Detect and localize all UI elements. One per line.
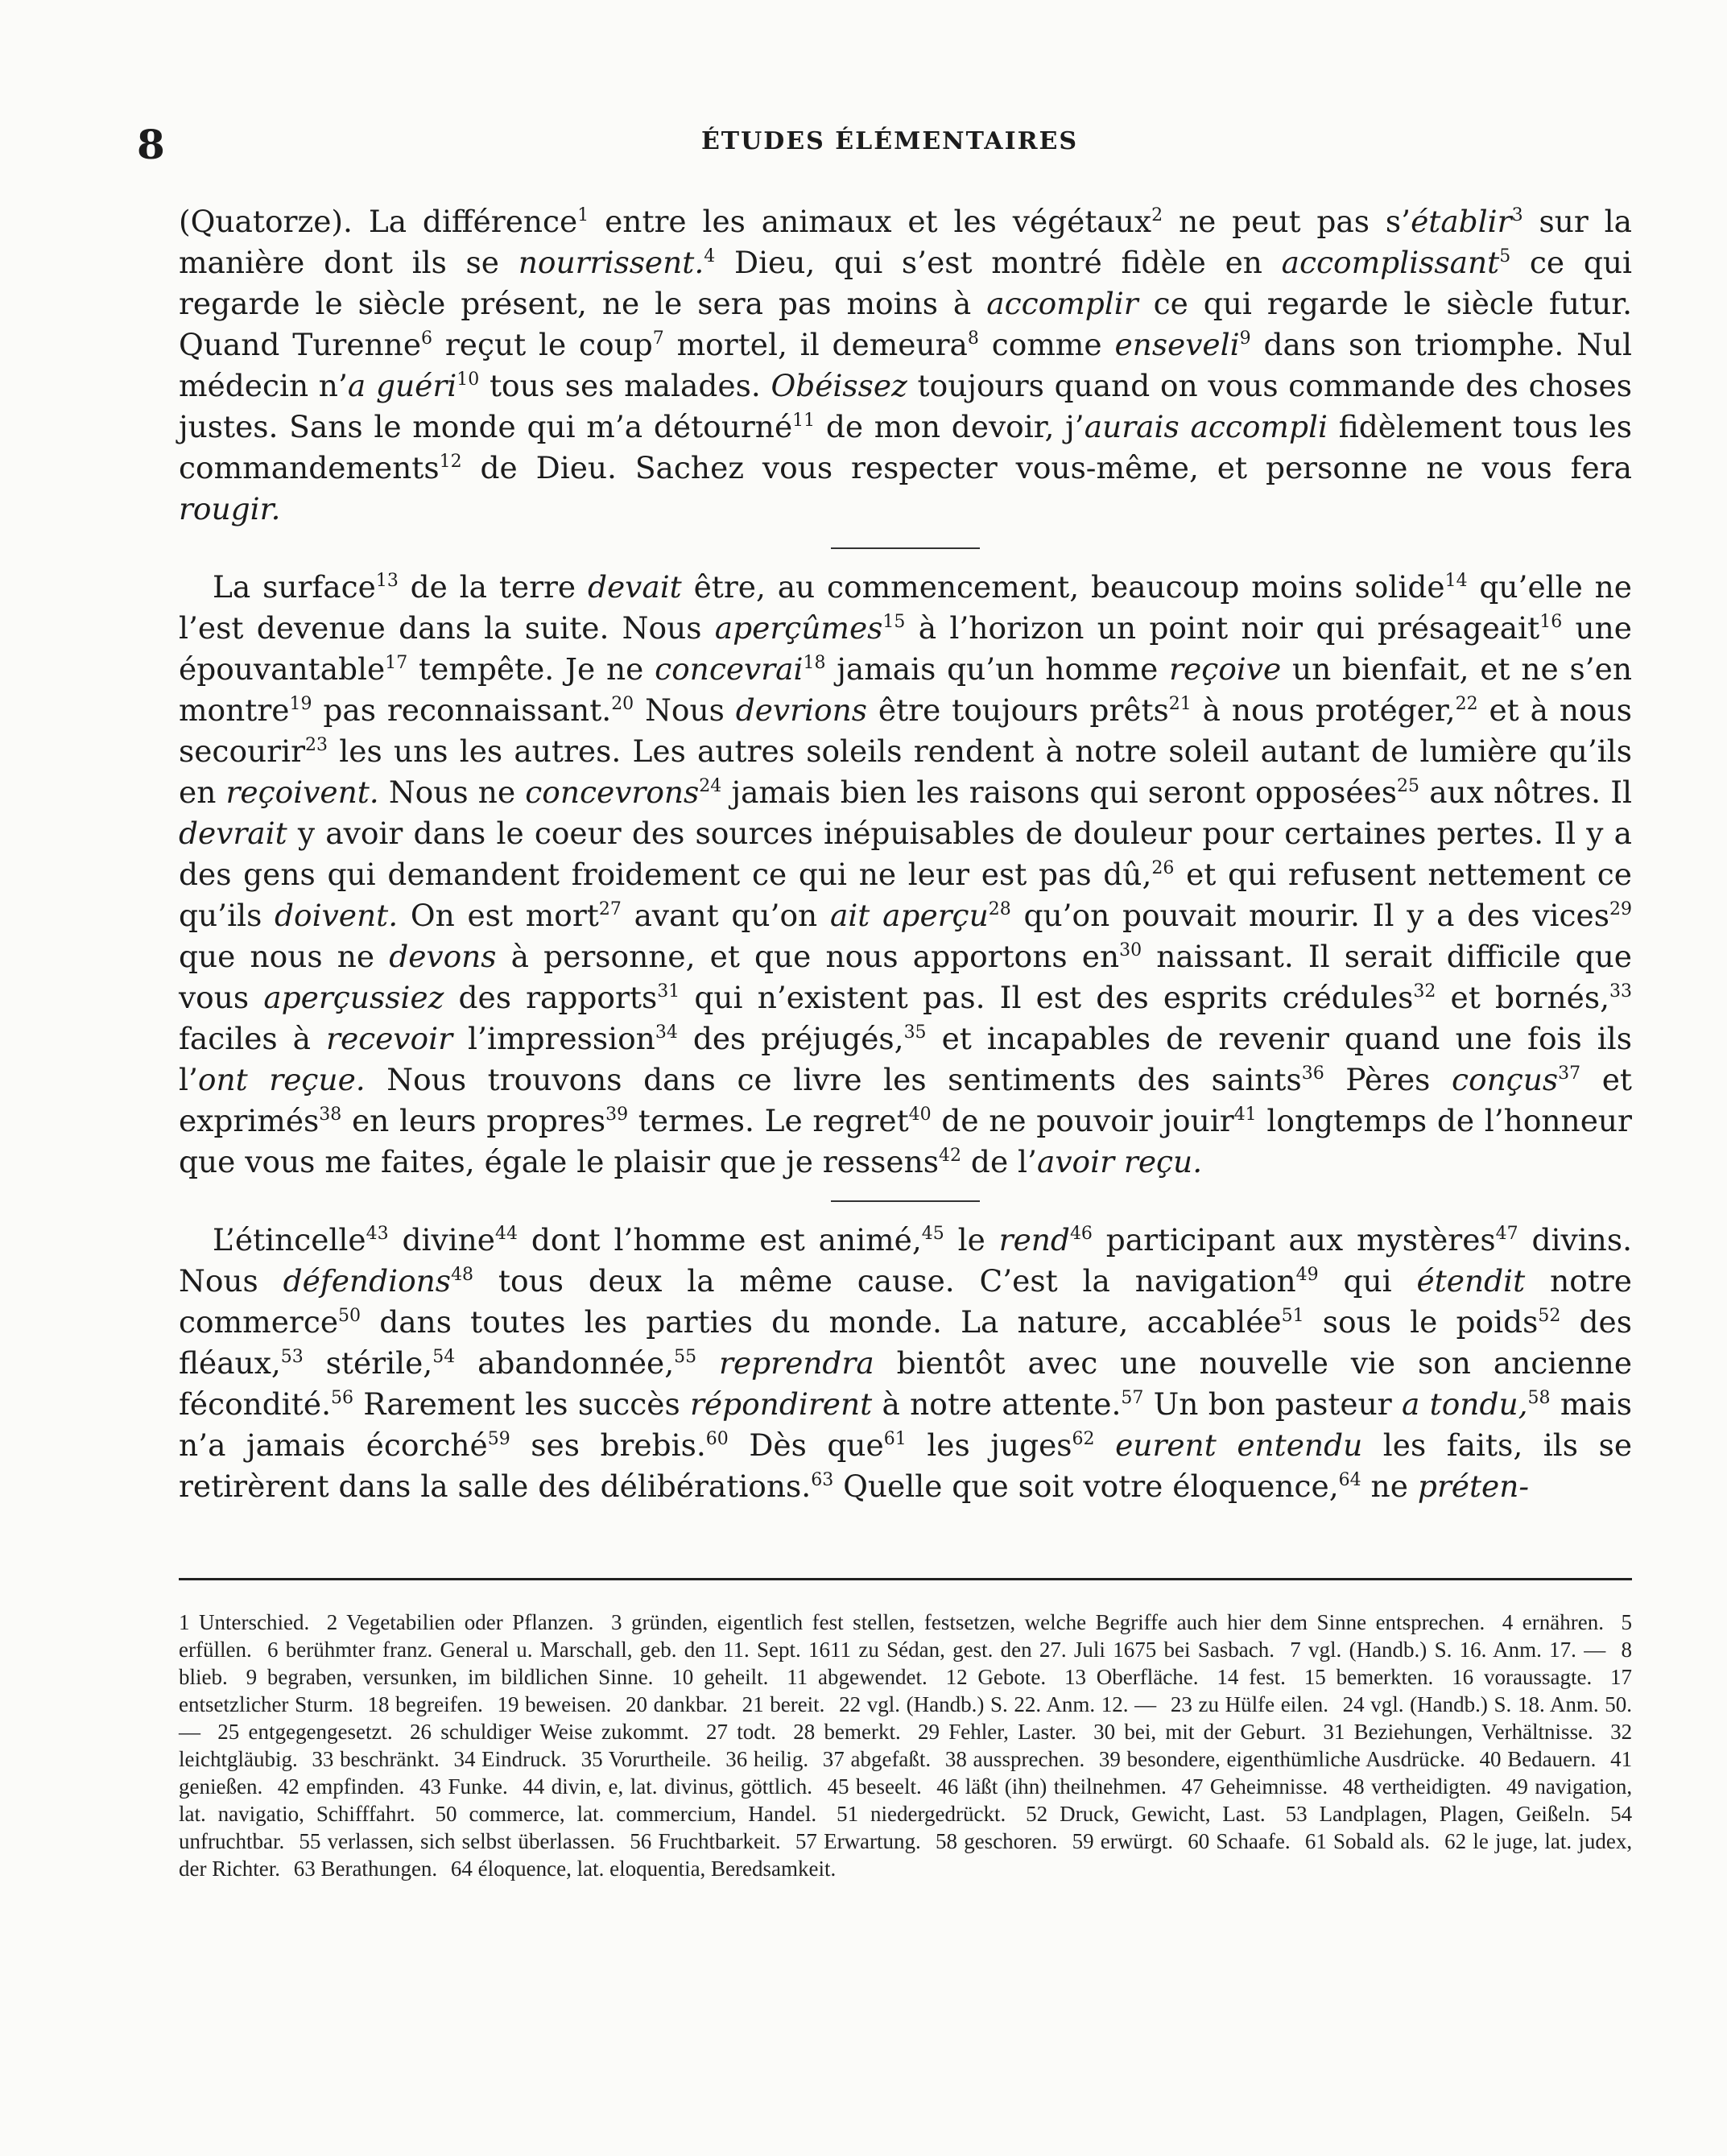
text-run: être, au commencement, beaucoup moins solide xyxy=(681,569,1445,605)
footnote: 37 abgefaßt. xyxy=(822,1747,932,1771)
footnote: 22 vgl. (Handb.) S. 22. Anm. 12. — xyxy=(839,1692,1157,1716)
text-run: ne peut pas s’ xyxy=(1163,204,1411,239)
italic-term: répondirent xyxy=(689,1386,873,1422)
text-run: des rapports xyxy=(444,980,658,1015)
text-run: les uns les autres. Les autres soleils rendent à notre soleil autant de lumière qu’ils en xyxy=(179,733,1632,810)
italic-term: eurent entendu xyxy=(1115,1427,1363,1463)
text-run: longtemps de l’honneur que vous me faites, égale le plaisir que je ressens xyxy=(179,1103,1632,1179)
footnote: 11 abgewendet. xyxy=(787,1665,928,1689)
footnote: 49 navigation, lat. navigatio, Schifffahrt. xyxy=(179,1774,1633,1826)
footnote-ref: 40 xyxy=(908,1105,932,1125)
footnote-ref: 14 xyxy=(1444,571,1468,591)
footnote: 33 beschränkt. xyxy=(312,1747,440,1771)
footnote-ref: 27 xyxy=(598,899,622,919)
italic-term: défendions xyxy=(283,1263,452,1299)
text-run: à notre attente. xyxy=(872,1386,1122,1422)
text-run: aux nôtres. Il xyxy=(1419,774,1633,810)
footnote-ref: 33 xyxy=(1609,981,1632,1002)
text-run: Dieu, qui s’est montré fidèle en xyxy=(715,245,1282,280)
footnote: 9 begraben, versunken, im bildlichen Sinne. xyxy=(246,1665,654,1689)
footnote: 35 Vorurtheile. xyxy=(580,1747,712,1771)
footnote-ref: 19 xyxy=(289,694,312,714)
footnote-ref: 44 xyxy=(494,1224,518,1244)
italic-term: aurais accompli xyxy=(1084,409,1328,444)
italic-term: nourrissent. xyxy=(518,245,704,280)
footnote: 6 berühmter franz. General u. Marschall, geb. den 11. Sept. 1611 zu Sédan, gest. den 27. Juli 1675 bei Sasbach. xyxy=(266,1638,1275,1662)
footnote-ref: 16 xyxy=(1539,612,1563,632)
footnote-ref: 51 xyxy=(1281,1306,1304,1326)
footnote-ref: 12 xyxy=(439,452,462,472)
footnote-ref: 39 xyxy=(605,1105,629,1125)
footnote: 64 éloquence, lat. eloquentia, Beredsamkeit. xyxy=(450,1857,837,1881)
text-run: à nous protéger, xyxy=(1191,692,1456,728)
footnote-ref: 2 xyxy=(1151,205,1163,225)
text-run: ses brebis. xyxy=(510,1427,706,1463)
footnote-ref: 62 xyxy=(1072,1429,1095,1449)
footnote-ref: 18 xyxy=(803,653,826,673)
footnote: 41 genießen. xyxy=(179,1747,1633,1799)
footnote: 20 dankbar. xyxy=(626,1692,728,1716)
text-run: sur la manière dont ils se xyxy=(179,204,1633,280)
text-run: notre commerce xyxy=(179,1263,1632,1340)
text-run: La surface xyxy=(213,569,376,605)
footnote-ref: 20 xyxy=(611,694,634,714)
page-header xyxy=(137,121,1642,169)
text-run: une épouvantable xyxy=(179,610,1633,687)
italic-term: devait xyxy=(587,569,682,605)
footnote: 63 Berathungen. xyxy=(293,1857,438,1881)
text-run: Pères xyxy=(1324,1062,1452,1097)
text-run: jamais qu’un homme xyxy=(825,651,1170,687)
text-run: Nous trouvons dans ce livre les sentiments des saints xyxy=(365,1062,1302,1097)
text-run: dans son triomphe. Nul médecin n’ xyxy=(179,327,1633,403)
italic-term: a guéri xyxy=(347,368,457,403)
italic-term: aperçûmes xyxy=(714,610,883,646)
footnote-ref: 43 xyxy=(366,1224,389,1244)
text-run: L’étincelle xyxy=(213,1222,366,1258)
text-run: Nous ne xyxy=(378,774,526,810)
footnote-rule xyxy=(179,1578,1632,1580)
footnote: 55 verlassen, sich selbst überlassen. xyxy=(299,1829,616,1853)
footnote: 1 Unterschied. xyxy=(179,1610,310,1634)
footnote-ref: 6 xyxy=(421,328,433,349)
italic-term: aperçussiez xyxy=(263,980,444,1015)
footnote: 13 Oberfläche. xyxy=(1064,1665,1199,1689)
footnote: 36 heilig. xyxy=(725,1747,809,1771)
footnote: 28 bemerkt. xyxy=(793,1720,901,1744)
text-run: qu’elle ne l’est devenue dans la suite. Nous xyxy=(179,569,1632,646)
text-run: tous deux la même cause. C’est la navigation xyxy=(473,1263,1296,1299)
footnote-ref: 8 xyxy=(967,328,979,349)
footnote: 47 Geheimnisse. xyxy=(1181,1774,1328,1799)
text-run: tous ses malades. xyxy=(479,368,771,403)
footnote: 61 Sobald als. xyxy=(1304,1829,1430,1853)
text-run: bientôt avec une nouvelle vie son ancienne fécondité. xyxy=(179,1345,1633,1422)
paragraph xyxy=(179,1220,1632,1507)
italic-term: accomplissant xyxy=(1281,245,1500,280)
footnote: 54 unfruchtbar. xyxy=(179,1802,1633,1853)
footnote-ref: 50 xyxy=(338,1306,362,1326)
footnote-ref: 13 xyxy=(375,571,399,591)
footnote-ref: 23 xyxy=(305,735,328,755)
footnote-ref: 1 xyxy=(577,205,589,225)
text-run: et qui refusent nettement ce qu’ils xyxy=(179,857,1632,933)
text-run: tempête. Je ne xyxy=(407,651,655,687)
italic-term: étendit xyxy=(1416,1263,1526,1299)
text-run: mortel, il demeura xyxy=(663,327,968,362)
text-run: et à nous secourir xyxy=(179,692,1632,769)
footnote: 38 aussprechen. xyxy=(944,1747,1085,1771)
footnote-ref: 24 xyxy=(699,776,722,796)
footnote-ref: 35 xyxy=(903,1022,927,1043)
footnote-ref: 47 xyxy=(1495,1224,1518,1244)
footnote-ref: 25 xyxy=(1397,776,1420,796)
text-run: ne xyxy=(1361,1468,1418,1504)
text-run: à personne, et que nous apportons en xyxy=(496,939,1120,974)
footnote: 21 bereit. xyxy=(742,1692,825,1716)
footnote-ref: 36 xyxy=(1301,1064,1324,1084)
footnote-ref: 48 xyxy=(451,1265,474,1285)
text-run: et incapables de revenir quand une fois ils l’ xyxy=(179,1021,1632,1097)
footnote: 39 besondere, eigenthümliche Ausdrücke. xyxy=(1098,1747,1465,1771)
footnote-ref: 64 xyxy=(1338,1470,1361,1490)
footnote-ref: 60 xyxy=(705,1429,729,1449)
footnote: 17 entsetzlicher Sturm. xyxy=(179,1665,1633,1716)
italic-term: devrait xyxy=(179,816,287,851)
footnote-ref: 15 xyxy=(882,612,906,632)
text-run: participant aux mystères xyxy=(1092,1222,1496,1258)
footnote: 57 Erwartung. xyxy=(795,1829,921,1853)
text-run: de la terre xyxy=(398,569,588,605)
footnote: 24 vgl. (Handb.) S. 18. Anm. 50. — xyxy=(179,1692,1633,1744)
footnote-ref: 37 xyxy=(1558,1064,1581,1084)
text-run: un bienfait, et ne s’en montre xyxy=(179,651,1632,728)
text-run: abandonnée, xyxy=(455,1345,675,1381)
text-run: Quelle que soit votre éloquence, xyxy=(833,1468,1339,1504)
footnote-ref: 28 xyxy=(988,899,1011,919)
text-run: fidèlement tous les commandements xyxy=(179,409,1632,485)
section-divider xyxy=(831,547,980,549)
footnote: 45 beseelt. xyxy=(827,1774,922,1799)
footnote-ref: 34 xyxy=(655,1022,678,1043)
text-run: de mon devoir, j’ xyxy=(815,409,1085,444)
footnote-ref: 3 xyxy=(1511,205,1523,225)
footnote-ref: 57 xyxy=(1121,1388,1144,1408)
footnote: 53 Landplagen, Plagen, Geißeln. xyxy=(1285,1802,1591,1826)
footnote: 52 Druck, Gewicht, Last. xyxy=(1026,1802,1266,1826)
footnote-ref: 41 xyxy=(1233,1105,1257,1125)
text-run: avant qu’on xyxy=(621,898,830,933)
footnote-ref: 32 xyxy=(1413,981,1436,1002)
italic-term: reçoivent. xyxy=(225,774,379,810)
footnote-ref: 59 xyxy=(487,1429,510,1449)
footnote-ref: 49 xyxy=(1295,1265,1319,1285)
italic-term: devons xyxy=(389,939,497,974)
italic-term: reçoive xyxy=(1169,651,1282,687)
footnote: 62 le juge, lat. judex, der Richter. xyxy=(179,1829,1633,1881)
text-run: de l’ xyxy=(961,1144,1037,1179)
italic-term: conçus xyxy=(1452,1062,1559,1097)
text-run: reçut le coup xyxy=(432,327,653,362)
footnote: 59 erwürgt. xyxy=(1072,1829,1174,1853)
footnote: 29 Fehler, Laster. xyxy=(918,1720,1076,1744)
italic-term: rend xyxy=(998,1222,1070,1258)
footnote-ref: 7 xyxy=(652,328,664,349)
italic-term: avoir reçu. xyxy=(1036,1144,1203,1179)
footnotes xyxy=(179,1609,1632,1882)
text-run: que nous ne xyxy=(179,939,390,974)
text-run: ce qui regarde le siècle futur. Quand Turenne xyxy=(179,286,1632,362)
text-run: divins. Nous xyxy=(179,1222,1632,1299)
text-run: (Quatorze). La différence xyxy=(179,204,578,239)
footnote: 44 divin, e, lat. divinus, göttlich. xyxy=(523,1774,812,1799)
text-run: mais n’a jamais écorché xyxy=(179,1386,1632,1463)
footnote-ref: 46 xyxy=(1069,1224,1093,1244)
footnote: 56 Fruchtbarkeit. xyxy=(630,1829,781,1853)
text-run: On est mort xyxy=(398,898,599,933)
text-run: Dès que xyxy=(728,1427,884,1463)
footnote: 5 erfüllen. xyxy=(179,1610,1632,1662)
footnote-ref: 17 xyxy=(385,653,408,673)
italic-term: préten- xyxy=(1417,1468,1530,1504)
footnote: 18 begreifen. xyxy=(367,1692,483,1716)
footnote: 15 bemerkten. xyxy=(1304,1665,1434,1689)
footnote-ref: 21 xyxy=(1168,694,1192,714)
footnote: 19 beweisen. xyxy=(497,1692,612,1716)
text-run: pas reconnaissant. xyxy=(312,692,612,728)
text-run xyxy=(1095,1427,1116,1463)
footnote-ref: 42 xyxy=(939,1146,962,1166)
footnote-ref: 10 xyxy=(457,370,480,390)
text-run: Nous xyxy=(634,692,736,728)
footnote: 50 commerce, lat. commercium, Handel. xyxy=(435,1802,817,1826)
text-run: les juges xyxy=(906,1427,1072,1463)
footnote: 4 ernähren. xyxy=(1502,1610,1604,1634)
text-run: ce qui regarde le siècle présent, ne le sera pas moins à xyxy=(179,245,1632,321)
footnote: 32 leichtgläubig. xyxy=(179,1720,1633,1771)
italic-term: rougir. xyxy=(179,491,281,527)
text-run: faciles à xyxy=(179,1021,327,1056)
footnote: 8 blieb. xyxy=(179,1638,1632,1689)
body-text xyxy=(179,201,1632,1507)
text-run: y avoir dans le coeur des sources inépuisables de douleur pour certaines pertes. Il y a des gens qui demandent froidement ce qui ne leur est pas dû, xyxy=(179,816,1632,892)
footnote: 42 empfinden. xyxy=(277,1774,405,1799)
footnote-ref: 52 xyxy=(1538,1306,1561,1326)
italic-term: enseveli xyxy=(1114,327,1240,362)
footnote: 7 vgl. (Handb.) S. 16. Anm. 17. — xyxy=(1290,1638,1606,1662)
footnote-ref: 5 xyxy=(1499,246,1511,266)
footnote-ref: 53 xyxy=(280,1347,304,1367)
italic-term: Obéissez xyxy=(771,368,907,403)
footnote: 25 entgegengesetzt. xyxy=(217,1720,393,1744)
italic-term: reprendra xyxy=(719,1345,874,1381)
footnote-ref: 9 xyxy=(1239,328,1251,349)
footnote: 48 vertheidigten. xyxy=(1342,1774,1492,1799)
footnote-ref: 61 xyxy=(883,1429,907,1449)
text-run: termes. Le regret xyxy=(628,1103,909,1138)
footnote: 2 Vegetabilien oder Pflanzen. xyxy=(326,1610,594,1634)
footnote-ref: 63 xyxy=(811,1470,834,1490)
text-run: être toujours prêts xyxy=(867,692,1169,728)
text-run: qui n’existent pas. Il est des esprits crédules xyxy=(680,980,1414,1015)
footnote-ref: 26 xyxy=(1151,858,1175,878)
text-run: Rarement les succès xyxy=(353,1386,690,1422)
footnote: 31 Beziehungen, Verhältnisse. xyxy=(1323,1720,1593,1744)
italic-term: doivent. xyxy=(275,898,399,933)
text-run: comme xyxy=(978,327,1115,362)
italic-term: concevrai xyxy=(655,651,804,687)
text-run: l’impression xyxy=(452,1021,655,1056)
footnote: 40 Bedauern. xyxy=(1479,1747,1597,1771)
footnote-ref: 56 xyxy=(330,1388,353,1408)
italic-term: concevrons xyxy=(525,774,700,810)
italic-term: établir xyxy=(1411,204,1512,239)
text-run: naissant. Il serait difficile que vous xyxy=(179,939,1632,1015)
text-run: les faits, ils se retirèrent dans la salle des délibérations. xyxy=(179,1427,1633,1504)
footnote-ref: 29 xyxy=(1609,899,1632,919)
footnote: 51 niedergedrückt. xyxy=(837,1802,1006,1826)
text-run: dans toutes les parties du monde. La nature, accablée xyxy=(361,1304,1282,1340)
footnote: 34 Eindruck. xyxy=(453,1747,567,1771)
footnote-ref: 30 xyxy=(1119,940,1142,960)
italic-term: accomplir xyxy=(986,286,1138,321)
footnote: 58 geschoren. xyxy=(936,1829,1058,1853)
text-run: qui xyxy=(1318,1263,1417,1299)
italic-term: ait aperçu xyxy=(829,898,989,933)
text-run xyxy=(696,1345,719,1381)
footnote-ref: 31 xyxy=(657,981,680,1002)
paragraph xyxy=(179,567,1632,1183)
text-run: le xyxy=(944,1222,999,1258)
text-run: Un bon pasteur xyxy=(1143,1386,1402,1422)
footnote: 12 Gebote. xyxy=(945,1665,1047,1689)
text-run: sous le poids xyxy=(1304,1304,1539,1340)
italic-term: ont reçue. xyxy=(197,1062,366,1097)
page-number: 8 xyxy=(137,121,165,168)
footnote: 16 voraussagte. xyxy=(1452,1665,1593,1689)
footnote-ref: 11 xyxy=(792,411,816,431)
text-run: de Dieu. Sachez vous respecter vous-même, et personne ne vous fera xyxy=(461,450,1632,485)
text-run: entre les animaux et les végétaux xyxy=(589,204,1152,239)
footnote-ref: 55 xyxy=(674,1347,697,1367)
text-run: et exprimés xyxy=(179,1062,1632,1138)
paragraph xyxy=(179,201,1632,530)
footnote: 60 Schaafe. xyxy=(1188,1829,1291,1853)
text-run: des préjugés, xyxy=(677,1021,904,1056)
footnote: 10 geheilt. xyxy=(671,1665,769,1689)
footnote-ref: 58 xyxy=(1527,1388,1551,1408)
text-run: toujours quand on vous commande des choses justes. Sans le monde qui m’a détourné xyxy=(179,368,1632,444)
footnote: 26 schuldiger Weise zukommt. xyxy=(409,1720,689,1744)
footnote: 27 todt. xyxy=(706,1720,777,1744)
section-divider xyxy=(831,1200,980,1202)
text-run: de ne pouvoir jouir xyxy=(931,1103,1234,1138)
footnote-ref: 38 xyxy=(319,1105,342,1125)
text-run: dont l’homme est animé, xyxy=(517,1222,922,1258)
footnote-ref: 45 xyxy=(921,1224,944,1244)
footnote-ref: 54 xyxy=(432,1347,456,1367)
footnote-ref: 4 xyxy=(704,246,716,266)
italic-term: a tondu, xyxy=(1402,1386,1528,1422)
text-run: qu’on pouvait mourir. Il y a des vices xyxy=(1010,898,1609,933)
footnote: 23 zu Hülfe eilen. xyxy=(1170,1692,1328,1716)
text-run: en leurs propres xyxy=(341,1103,606,1138)
text-run: jamais bien les raisons qui seront opposées xyxy=(721,774,1398,810)
italic-term: recevoir xyxy=(326,1021,453,1056)
footnote: 14 fest. xyxy=(1217,1665,1286,1689)
footnote: 43 Funke. xyxy=(419,1774,508,1799)
italic-term: devrions xyxy=(735,692,868,728)
footnote: 30 bei, mit der Geburt. xyxy=(1093,1720,1307,1744)
footnote-ref: 22 xyxy=(1455,694,1478,714)
text-run: stérile, xyxy=(303,1345,433,1381)
footnote: 46 läßt (ihn) theilnehmen. xyxy=(936,1774,1167,1799)
text-run: à l’horizon un point noir qui présageait xyxy=(905,610,1540,646)
text-run: et bornés, xyxy=(1436,980,1609,1015)
text-run: divine xyxy=(388,1222,495,1258)
footnote: 3 gründen, eigentlich fest stellen, festsetzen, welche Begriffe auch hier dem Sinne entsprechen. xyxy=(610,1610,1485,1634)
running-title: ÉTUDES ÉLÉMENTAIRES xyxy=(700,127,1079,155)
text-run: des fléaux, xyxy=(179,1304,1632,1381)
